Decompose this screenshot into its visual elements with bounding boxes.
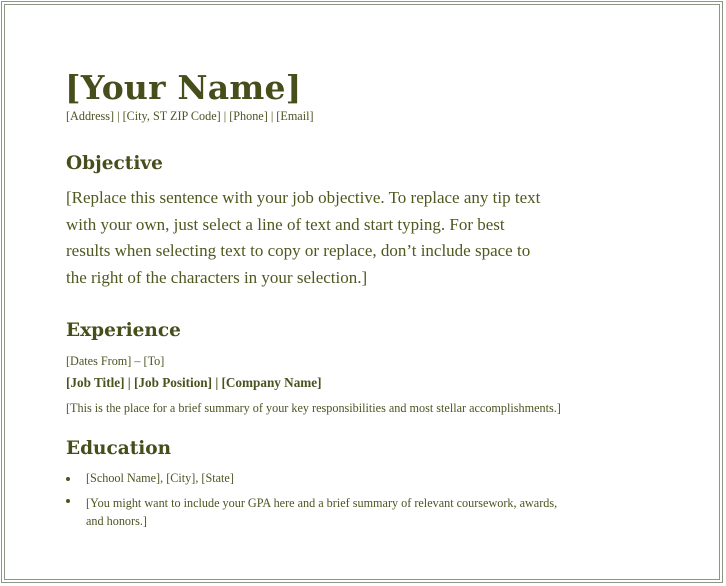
bullet-icon: [66, 477, 70, 481]
resume-name[interactable]: [Your Name]: [65, 68, 302, 107]
education-item-gpa[interactable]: [86, 494, 557, 530]
bullet-icon: [66, 499, 70, 503]
education-item-line: and honors.]: [86, 514, 147, 528]
education-heading[interactable]: Education: [66, 438, 172, 459]
objective-text[interactable]: [66, 185, 626, 292]
objective-heading[interactable]: Objective: [66, 153, 163, 174]
education-item-line: [You might want to include your GPA here and a brief summary of relevant coursework, awards,: [86, 496, 558, 510]
contact-info[interactable]: [Address] | [City, ST ZIP Code] | [Phone] | [Email]: [66, 109, 314, 123]
objective-line: with your own, just select a line of text and start typing. For best: [66, 214, 505, 234]
objective-line: [Replace this sentence with your job objective. To replace any tip text: [66, 188, 541, 207]
experience-dates[interactable]: [Dates From] – [To]: [66, 354, 165, 368]
objective-line: the right of the characters in your selection.]: [66, 268, 368, 288]
education-item-school[interactable]: [School Name], [City], [State]: [86, 471, 234, 485]
experience-heading[interactable]: Experience: [66, 320, 181, 341]
experience-summary[interactable]: [This is the place for a brief summary of your key responsibilities and most stellar accomplishments.]: [66, 401, 561, 415]
experience-job-line[interactable]: [Job Title] | [Job Position] | [Company Name]: [66, 375, 322, 390]
objective-line: results when selecting text to copy or replace, don’t include space to: [66, 241, 531, 261]
